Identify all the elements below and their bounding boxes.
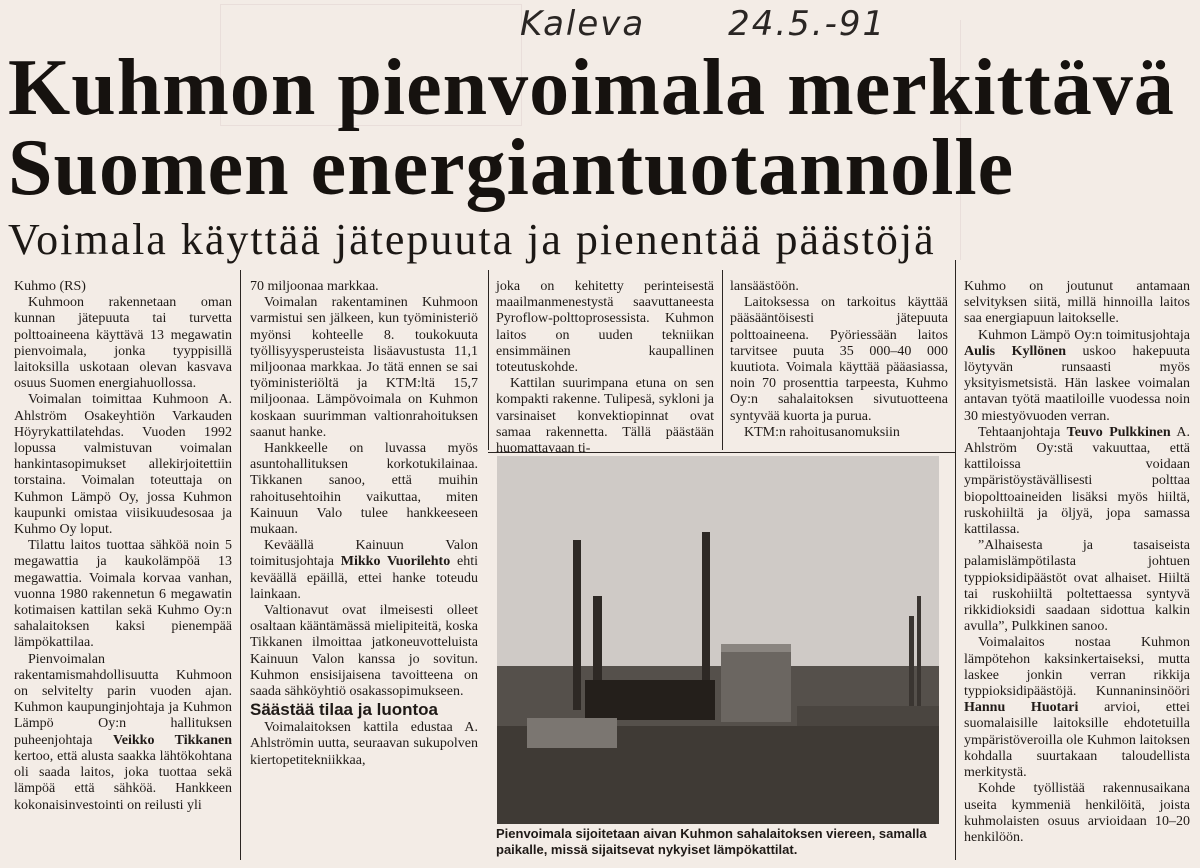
paragraph: Valtionavut ovat ilmeisesti olleet osaltaan kääntämässä mielipiteitä, koska Tikkanen ilmoittaa jatkoneuvotteluista Kainuun Valon kanssa jo sovitun. Kuhmon ensisijaisena tavoitteena on saada sähköyhtiö osakassopimukseen. [250, 603, 478, 700]
paragraph: KTM:n rahoitusanomuksiin [744, 424, 900, 440]
paragraph: Kuhmoon rakennetaan oman kunnan jätepuuta tai turvetta polttoaineena käyttävä 13 megawatin pienvoimala, jonka tyyppisillä laitoksilla uskotaan olevan kasvava osuus Suomen energiahuollossa. [14, 295, 232, 392]
paragraph: Voimalaitos nostaa Kuhmon lämpötehon kaksinkertaiseksi, mutta laskee jonkin verran rikkija typpioksidipäästöjä. Kunnaninsinööri Hannu Huotari arvioi, ettei suomalaisille laitoksille ehdotetuilla ympäristöveroilla ole Kuhmon laitoksen kohdalla suurtakaan taloudellista merkitystä. [964, 635, 1190, 781]
paragraph: Tilattu laitos tuottaa sähköä noin 5 megawattia ja kaukolämpöä 13 megawattia. Voimala korvaa vanhan, vuonna 1980 rakennetun 6 megawatin kotimaisen kattilan sekä Kuhmo Oy:n sahalaitoksen kaksi pienempää lämpökattilaa. [14, 538, 232, 651]
headline-line-2: Suomen energiantuotannolle [8, 124, 1015, 212]
paragraph: Kattilan suurimpana etuna on sen kompakti rakenne. Tulipesä, sykloni ja varsinaiset konvektiopinnat ovat samaa rakennetta. Tällä päästään huomattavaan ti- [496, 376, 714, 457]
paragraph: lansäästöön. [730, 279, 799, 294]
photo-caption: Pienvoimala sijoitetaan aivan Kuhmon sahalaitoksen viereen, samalla paikalle, missä sijaitsevat nykyiset lämpökattilat. [496, 826, 927, 857]
paragraph: Hankkeelle on luvassa myös asuntohallituksen korkotukilainaa. Tikkanen sanoo, että muihin rahoitusehtoihin vaikuttaa, miten Kainuun Valo tulee hankkeeseen mukaan. [250, 441, 478, 538]
paragraph: Voimalaitoksen kattila edustaa A. Ahlströmin uutta, seuraavan sukupolven kiertopetitekniikkaa, [250, 720, 478, 768]
paragraph: ”Alhaisesta ja tasaiseista palamislämpötilasta johtuen typpioksidipäästöt ovat alhaiset. Hiiltä tai ruskohiiltä poltettaessa syntyvä rikkidioksidi saadaan sidottua kalkin avulla”, Pulkkinen sanoo. [964, 538, 1190, 635]
newspaper-name: Kaleva [520, 4, 646, 44]
paragraph: joka on kehitetty perinteisestä maailmanmenestystä saavuttaneesta Pyroflow-polttoprosessista. Kuhmon laitos on uuden tekniikan ensimmäinen kaupallinen toteutuskohde. [496, 279, 714, 376]
article-column-1 [14, 279, 232, 814]
paragraph: Kuhmon Lämpö Oy:n toimitusjohtaja Aulis Kyllönen uskoo hakepuuta löytyvän runsaasti myös yksityismetsistä. Hän laskee voimalan antavan työtä maatiloille vuodessa noin 30 miestyövuoden verran. [964, 327, 1191, 424]
person-name: Mikko Vuorilehto [340, 554, 451, 570]
paragraph: Pienvoimalan rakentamismahdollisuutta Kuhmoon on selvitelty parin vuoden ajan. Kuhmon kaupunginjohtaja ja Kuhmon Lämpö Oy:n hallituksen puheenjohtaja Veikko Tikkanen kertoo, että alusta saakka lähtökohtana oli saada laitos, joka tuottaa sekä lämpöä että sähköä. Hankkeen kokonaisinvestointi on reilusti yli [14, 651, 232, 813]
article-column-4 [730, 279, 948, 441]
paragraph: Voimalan toimittaa Kuhmoon A. Ahlström Osakeyhtiön Varkauden Höyrykattilatehdas. Vuoden 1992 lopussa valmistuvan voimalan hankintasopimukset allekirjoitettiin torstaina. Voimalan toteuttaja on Kuhmon Lämpö Oy, jossa Kuhmon kaupunki omistaa viisikuudesosaa ja Kuhmo Oy loput. [14, 392, 232, 538]
paragraph: Laitoksessa on tarkoitus käyttää pääsääntöisesti jätepuuta polttoaineena. Pyöriessään laitos tarvitsee puuta 35 000–40 000 kuutiota. Voimala käyttää pääasiassa, noin 70 prosenttia tarpeesta, Kuhmo Oy:n sahalaitoksen sivutuotteena syntyvää kuorta ja purua. [730, 295, 948, 424]
publication-date: 24.5.-91 [728, 4, 887, 44]
subheadline: Voimala käyttää jätepuuta ja pienentää päästöjä [8, 215, 936, 264]
article-column-3 [496, 279, 714, 457]
person-name: Aulis Kyllönen [964, 343, 1067, 359]
person-name: Hannu Huotari [964, 700, 1079, 716]
headline-line-1: Kuhmon pienvoimala merkittävä [8, 44, 1175, 132]
person-name: Teuvo Pulkkinen [1066, 424, 1171, 440]
paragraph: Kuhmo on joutunut antamaan selvityksen siitä, millä hinnoilla laitos saa energiapuun laitokselle. [964, 279, 1190, 327]
handwritten-source-note [520, 4, 956, 44]
paragraph: 70 miljoonaa markkaa. [250, 279, 379, 294]
power-plant-photo [497, 456, 939, 824]
article-column-2 [250, 279, 478, 769]
paragraph: Tehtaanjohtaja Teuvo Pulkkinen A. Ahlström Oy:stä vakuuttaa, että kattiloissa voidaan ympäristöystävällisesti polttaa biopolttoaineiden lisäksi myös hiiltä, ruskohiiltä ja öljyä, jopa samassa kattilassa. [964, 424, 1190, 538]
article-column-5 [964, 279, 1190, 846]
person-name: Veikko Tikkanen [112, 732, 232, 748]
paragraph: Kohde työllistää rakennusaikana useita kymmeniä henkilöitä, joista kuhmolaisten osuus arvioidaan 10–20 henkilöön. [964, 781, 1190, 845]
paragraph: Voimalan rakentaminen Kuhmoon varmistui sen jälkeen, kun työministeriö myönsi kohteelle 8. toukokuuta työllisyysperusteista lisäavustusta 11,1 miljoonaa markkaa. Jo tätä ennen se sai työministeriöltä ja KTM:ltä 15,7 miljoonaa. Lämpövoimala on Kuhmon koskaan suurimman valtionrahoituksen saanut hanke. [250, 295, 478, 440]
paragraph: Keväällä Kainuun Valon toimitusjohtaja Mikko Vuorilehto ehti keväällä epäillä, ettei hanke toteudu lainkaan. [250, 538, 478, 602]
section-subheading: Säästää tilaa ja luontoa [250, 700, 439, 720]
power-plant-illustration [497, 456, 939, 824]
dateline: Kuhmo (RS) [14, 279, 86, 294]
